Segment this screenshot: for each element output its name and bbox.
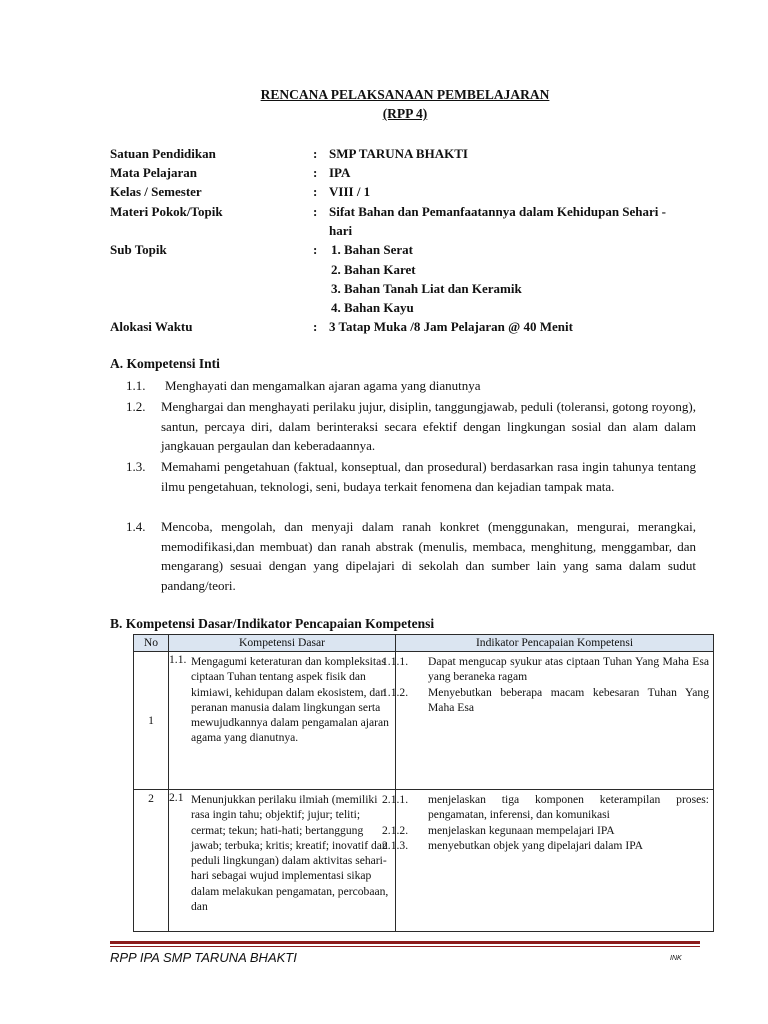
row-number: 1 bbox=[134, 652, 169, 790]
identity-value: VIII / 1 bbox=[329, 184, 371, 199]
competency-table bbox=[133, 634, 714, 932]
header-no: No bbox=[134, 635, 169, 652]
kd-cell bbox=[169, 652, 396, 790]
indikator-number: 2.1.2. bbox=[382, 823, 409, 837]
ki-text: Mencoba, mengolah, dan menyaji dalam ranah konkret (menggunakan, mengurai, merangkai, memodifikasi,dan membuat) dan ranah abstrak (menulis, membaca, menghitung, menggambar, dan mengarang) sesuai dengan yang dipelajari di sekolah dan sumber lain yang sama dalam sudut pandang/teori. bbox=[161, 519, 696, 593]
indikator-text: menjelaskan tiga komponen keterampilan proses: pengamatan, inferensi, dan komunikasi bbox=[428, 793, 709, 822]
footer-initials: INK bbox=[670, 955, 682, 962]
identity-colon: : bbox=[313, 319, 318, 334]
subtopik-item: 4. Bahan Kayu bbox=[331, 300, 414, 315]
identity-colon: : bbox=[313, 165, 318, 180]
identity-colon: : bbox=[313, 146, 318, 161]
kd-item bbox=[169, 790, 395, 914]
indikator-number: 2.1.1. bbox=[382, 793, 409, 806]
kd-text: Menunjukkan perilaku ilmiah (memiliki rasa ingin tahu; objektif; jujur; teliti; cermat; tekun; hati-hati; bertanggung jawab; terbuka; kritis; kreatif; inovatif dan peduli lingkungan) dalam aktivitas sehari-hari sebagai wujud implementasi sikap dalam melakukan pengamatan, percobaan, dan bbox=[191, 793, 389, 914]
ki-number: 1.3. bbox=[126, 459, 146, 474]
identity-label: Satuan Pendidikan bbox=[110, 146, 216, 161]
identity-value: Sifat Bahan dan Pemanfaatannya dalam Kehidupan Sehari - hari bbox=[329, 204, 666, 238]
subtopik-item: 3. Bahan Tanah Liat dan Keramik bbox=[331, 281, 522, 296]
identity-value: SMP TARUNA BHAKTI bbox=[329, 146, 468, 161]
identity-label: Alokasi Waktu bbox=[110, 319, 193, 334]
table-header-row bbox=[134, 635, 714, 652]
kd-text: Mengagumi keteraturan dan kompleksitas ciptaan Tuhan tentang aspek fisik dan kimiawi, kehidupan dalam ekosistem, dan peranan manusia dalam lingkungan serta mewujudkannya dalam pengamalan ajaran agama yang dianutnya. bbox=[191, 655, 389, 745]
indikator-number: 1.1.2. bbox=[382, 685, 409, 699]
kd-item bbox=[169, 652, 395, 746]
footer-rule-thick bbox=[110, 941, 700, 944]
ki-number: 1.1. bbox=[126, 378, 146, 393]
ki-number: 1.2. bbox=[126, 399, 146, 414]
kd-cell bbox=[169, 790, 396, 932]
indikator-cell bbox=[382, 652, 714, 790]
header-indikator: Indikator Pencapaian Kompetensi bbox=[396, 635, 714, 652]
indikator-item bbox=[382, 838, 713, 853]
indikator-number: 2.1.3. bbox=[382, 838, 409, 852]
header-kompetensi-dasar: Kompetensi Dasar bbox=[169, 635, 396, 652]
document-subtitle: (RPP 4) bbox=[382, 106, 428, 121]
subtopik-item: 2. Bahan Karet bbox=[331, 262, 416, 277]
identity-label: Kelas / Semester bbox=[110, 184, 202, 199]
identity-colon: : bbox=[313, 184, 318, 199]
identity-value: 3 Tatap Muka /8 Jam Pelajaran @ 40 Menit bbox=[329, 319, 573, 334]
indikator-cell bbox=[382, 790, 714, 932]
indikator-text: Dapat mengucap syukur atas ciptaan Tuhan Yang Maha Esa yang beraneka ragam bbox=[428, 655, 709, 684]
table-row bbox=[134, 790, 714, 932]
kd-number: 1.1. bbox=[169, 653, 187, 666]
ki-text: Memahami pengetahuan (faktual, konseptual, dan prosedural) berdasarkan rasa ingin tahunya tentang ilmu pengetahuan, teknologi, seni, budaya terkait fenomena dan kejadian tampak mata. bbox=[161, 459, 696, 494]
identity-label: Mata Pelajaran bbox=[110, 165, 198, 180]
section-heading-kompetensi-inti: A. Kompetensi Inti bbox=[110, 356, 220, 371]
row-number: 2 bbox=[134, 790, 169, 932]
indikator-item bbox=[382, 823, 713, 838]
ki-number: 1.4. bbox=[126, 519, 146, 534]
footer-rule-thin bbox=[110, 946, 700, 947]
identity-value: 1. Bahan Serat bbox=[331, 242, 413, 257]
indikator-item bbox=[382, 685, 713, 716]
document-title: RENCANA PELAKSANAAN PEMBELAJARAN bbox=[260, 87, 550, 102]
indikator-item bbox=[382, 652, 713, 685]
ki-text: Menghayati dan mengamalkan ajaran agama yang dianutnya bbox=[165, 378, 481, 393]
indikator-item bbox=[382, 790, 713, 823]
identity-colon: : bbox=[313, 242, 318, 257]
kd-number: 2.1 bbox=[169, 791, 184, 804]
indikator-text: Menyebutkan beberapa macam kebesaran Tuhan Yang Maha Esa bbox=[428, 685, 709, 714]
table-row bbox=[134, 652, 714, 790]
indikator-number: 1.1.1. bbox=[382, 655, 409, 668]
identity-colon: : bbox=[313, 204, 318, 219]
identity-value: IPA bbox=[329, 165, 351, 180]
indikator-text: menyebutkan objek yang dipelajari dalam IPA bbox=[428, 838, 643, 852]
indikator-text: menjelaskan kegunaan mempelajari IPA bbox=[428, 823, 615, 837]
footer-document-name: RPP IPA SMP TARUNA BHAKTI bbox=[110, 950, 297, 965]
section-heading-kompetensi-dasar: B. Kompetensi Dasar/Indikator Pencapaian Kompetensi bbox=[110, 616, 435, 631]
ki-text: Menghargai dan menghayati perilaku jujur, disiplin, tanggungjawab, peduli (toleransi, gotong royong), santun, percaya diri, dalam berinteraksi secara efektif dengan lingkungan sosial dan alam dalam jangkauan pergaulan dan keberadaannya. bbox=[161, 399, 696, 454]
identity-label: Materi Pokok/Topik bbox=[110, 204, 223, 219]
identity-label: Sub Topik bbox=[110, 242, 167, 257]
